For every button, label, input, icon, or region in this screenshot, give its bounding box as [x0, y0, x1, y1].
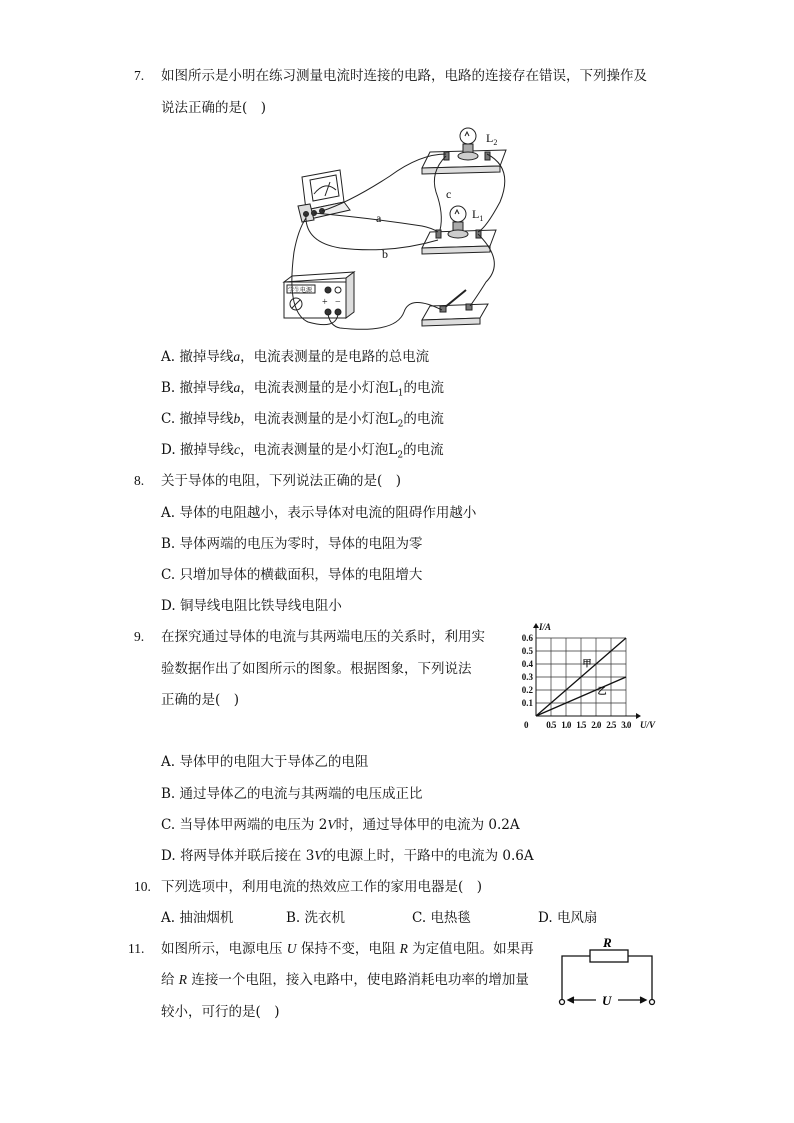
y-tick-label-5: 0.6: [521, 633, 533, 643]
q7-option-a: A. 撤掉导线a，电流表测量的是电路的总电流: [161, 349, 430, 365]
q9-option-a: A. 导体甲的电阻大于导体乙的电阻: [161, 754, 369, 770]
q9-stem-line2: 验数据作出了如图所示的图象。根据图象，下列说法: [161, 661, 472, 677]
q8-option-c: C. 只增加导体的横截面积，导体的电阻增大: [161, 567, 423, 583]
q8-number: 8.: [134, 473, 145, 488]
q10-number: 10.: [134, 879, 151, 894]
q7-option-b: B. 撤掉导线a，电流表测量的是小灯泡$L_1$的电流: [161, 380, 444, 399]
q9-iu-chart: [506, 620, 670, 738]
resistor-R-icon: [590, 950, 628, 962]
q9-stem-line3: 正确的是( ): [161, 692, 240, 708]
y-tick-label-1: 0.2: [521, 685, 533, 695]
q9-option-d: D. 将两导体并联后接在 3V的电源上时，干路中的电流为 0.6A: [161, 848, 534, 864]
label-R: R: [603, 935, 612, 950]
y-tick-label-2: 0.3: [521, 672, 533, 682]
q10-option-b: B. 洗衣机: [286, 910, 346, 926]
y-tick-label-4: 0.5: [521, 646, 533, 656]
label-wire-c: c: [446, 187, 452, 201]
y-tick-label-3: 0.4: [521, 659, 533, 669]
label-minus: −: [335, 297, 341, 308]
origin-label: 0: [524, 720, 529, 730]
x-tick-label-2: 1.0: [561, 720, 571, 730]
switch-icon: [422, 290, 488, 326]
power-supply-icon: [284, 272, 354, 318]
q7-stem-line2: 说法正确的是( ): [161, 100, 267, 116]
q10-option-a: A. 抽油烟机: [161, 910, 234, 926]
label-L1: $L_1$: [472, 207, 484, 223]
label-plus: +: [322, 297, 328, 308]
q10-option-d: D. 电风扇: [538, 910, 598, 926]
bulb-L1-icon: [422, 206, 496, 254]
q8-stem: 关于导体的电阻，下列说法正确的是( ): [161, 473, 402, 489]
q9-option-b: B. 通过导体乙的电流与其两端的电压成正比: [161, 786, 423, 802]
q11-resistor-circuit: [554, 934, 660, 1008]
q8-option-d: D. 铜导线电阻比铁导线电阻小: [161, 598, 342, 614]
x-tick-label-1: 0.5: [546, 720, 556, 730]
y-tick-label-0: 0.1: [521, 698, 533, 708]
q11-stem-line2: 给 R 连接一个电阻，接入电路中，使电路消耗电功率的增加量: [161, 972, 529, 988]
q7-option-c: C. 撤掉导线b，电流表测量的是小灯泡$L_2$的电流: [161, 411, 444, 430]
x-tick-label-5: 2.5: [606, 720, 616, 730]
q11-stem-line3: 较小，可行的是( ): [161, 1004, 280, 1020]
y-axis-label: I/A: [539, 622, 552, 632]
x-tick-label-6: 3.0: [621, 720, 631, 730]
q10-stem: 下列选项中，利用电流的热效应工作的家用电器是( ): [161, 879, 483, 895]
q11-stem-line1: 如图所示，电源电压 U 保持不变，电阻 R 为定值电阻。如果再: [161, 941, 534, 957]
q9-option-c: C. 当导体甲两端的电压为 2V时，通过导体甲的电流为 0.2A: [161, 817, 520, 833]
x-axis-label: U/V: [640, 720, 656, 730]
x-tick-label-3: 1.5: [576, 720, 586, 730]
label-power-supply: 学生电源: [288, 288, 313, 294]
label-U: U: [602, 993, 612, 1008]
q8-option-a: A. 导体的电阻越小，表示导体对电流的阻碍作用越小: [161, 505, 477, 521]
q9-stem-line1: 在探究通过导体的电流与其两端电压的关系时，利用实: [161, 629, 485, 645]
label-L2: $L_2$: [486, 131, 498, 147]
bulb-L2-icon: [422, 128, 506, 174]
q8-option-b: B. 导体两端的电压为零时，导体的电阻为零: [161, 536, 423, 552]
series-label-yi: 乙: [597, 685, 607, 696]
label-wire-a: a: [376, 211, 382, 225]
q10-option-c: C. 电热毯: [412, 910, 471, 926]
series-label-jia: 甲: [582, 658, 592, 669]
q7-circuit-figure: [280, 122, 520, 344]
q7-number: 7.: [134, 68, 145, 83]
x-axis-arrow: [636, 713, 641, 719]
label-wire-b: b: [382, 247, 388, 261]
q9-number: 9.: [134, 629, 145, 644]
q11-number: 11.: [128, 941, 145, 956]
x-tick-label-4: 2.0: [591, 720, 601, 730]
q7-stem-line1: 如图所示是小明在练习测量电流时连接的电路，电路的连接存在错误，下列操作及: [161, 68, 647, 84]
q7-option-d: D. 撤掉导线c，电流表测量的是小灯泡$L_2$的电流: [161, 442, 444, 461]
